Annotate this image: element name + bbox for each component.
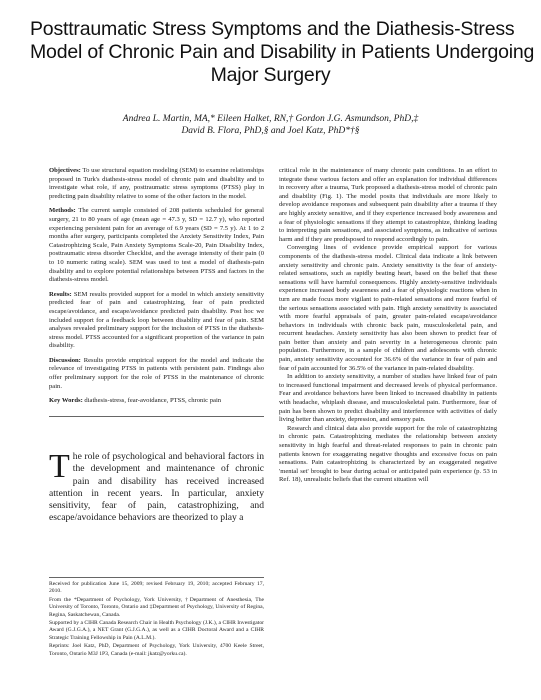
abstract-text: SEM results provided support for a model in which anxiety sensitivity predicted fear of pain and catastrophizing, fear of pain predicted escape/avoidance, and escape/avoidance predicted pain disability. Post hoc we included support for a feedback loop between disability and fear of pain. SEM analyses revealed preliminary support for the inclusion of PTSS in the diathesis-stress model. PTSS accounted for a significant proportion of the variance in pain disability. [49, 290, 264, 350]
body-paragraph: In addition to anxiety sensitivity, a number of studies have linked fear of pain to increased functional impairment and decreased levels of physical performance. Fear and avoidance behaviors have been linked to increased disability in patients with headache, whiplash disease, and musculoskeletal pain. Furthermore, fear of pain has been shown to predict disability and interference with activities of daily living better than anxiety, depression, and sensory pain. [279, 373, 497, 424]
title-line: Posttraumatic Stress Symptoms and the Diathesis-Stress [30, 18, 515, 40]
author-list [30, 113, 511, 137]
abstract-text: To use structural equation modeling (SEM) to examine relationships proposed in Turk's diathesis-stress model of chronic pain and disability and to investigate what role, if any, posttraumatic stress symptoms (PTSS) play in predicting pain disability relative to some of the other factors in the model. [49, 167, 264, 200]
abstract-label: Discussion: [49, 356, 81, 364]
footnote: Supported by a CIHR Canada Research Chair in Health Psychology (J.K.), a CIHR Investigator Award (G.J.G.A.), a NET Grant (G.J.G.A.), as well as a CIHR Doctoral Award and a CIHR Strategic Training Fellowship in Pain (A.L.M.). [49, 620, 264, 641]
title-line: Major Surgery [210, 64, 331, 86]
body-paragraph: Converging lines of evidence provide empirical support for various components of the diathesis-stress model. Clinical data indicate a link between anxiety sensitivity and chronic pain. Anxiety sensitivity is the fear of anxiety-related sensations, such as rapidly beating heart, based on the belief that these sensations will have harmful consequences. Highly anxiety-sensitive individuals experience increased body awareness and a fear of physiologic reactions when in turn are made focus more vigilant to pain-related sensations and more fearful of the serious sensations associated with pain. High anxiety sensitivity is associated with more fearful appraisals of pain, greater pain-related escape/avoidance behaviors in individuals with chronic back pain, musculoskeletal pain, and recurrent headaches. Anxiety sensitivity has also been shown to predict fear of pain better than anxiety and pain severity in a heterogeneous chronic pain population. Furthermore, in a sample of children and adolescents with chronic pain, anxiety sensitivity accounted for 36.6% of the variance in fear of pain and fear of pain accounted for 36.5% of the variance in pain-related disability. [279, 244, 497, 372]
abstract-label: Results: [49, 290, 72, 298]
abstract-text: diathesis-stress, fear-avoidance, PTSS, chronic pain [84, 397, 222, 405]
abstract-label: Key Words: [49, 397, 83, 405]
abstract-text: The current sample consisted of 208 patients scheduled for general surgery, 21 to 80 years of age (mean age = 47.3 y, SD = 12.7 y), who reported experiencing persistent pain for an average of 6.9 years (SD = 7.5 y). At 1 to 2 months after surgery, participants completed the Anxiety Sensitivity Index, Pain Catastrophizing Scale, Pain Anxiety Symptoms Scale-20, Pain Disability Index, posttraumatic stress disorder Checklist, and the average intensity of their pain (0 to 10 numeric rating scale). SEM was used to test a model of diathesis-pain disability and to explore potential relationships between PTSS and factors in the diathesis-stress model. [49, 207, 265, 284]
abstract-discussion [49, 357, 264, 391]
footnote: Reprints: Joel Katz, PhD, Department of Psychology, York University, 4700 Keele Street, Toronto, Ontario M3J 1P3, Canada (e-mail: jkatz@yorku.ca). [49, 643, 264, 657]
abstract-keywords [49, 397, 264, 406]
intro-text: he role of psychological and behavioral factors in the development and maintenance of chronic pain and disability has received increased attention in recent years. In particular, anxiety sensitivity, fear of pain, catastrophizing, and escape/avoidance behaviors are theorized to play a [49, 451, 264, 524]
left-column [49, 167, 264, 417]
abstract-text: Results provide empirical support for the model and indicate the relevance of investigating PTSS in patients with persistent pain. Findings also offer preliminary support for the role of PTSS in the maintenance of chronic pain. [49, 356, 264, 390]
title-line: Model of Chronic Pain and Disability in Patients Undergoing [30, 41, 535, 63]
abstract [49, 167, 264, 417]
footnotes [49, 577, 264, 659]
abstract-label: Objectives: [49, 167, 81, 174]
author-line: Andrea L. Martin, MA,* Eileen Halket, RN,† Gordon J.G. Asmundson, PhD,‡ [122, 114, 419, 124]
abstract-results [49, 291, 264, 351]
abstract-label: Methods: [49, 207, 76, 215]
drop-cap: T [49, 448, 70, 485]
introduction [49, 448, 264, 525]
body-paragraph: critical role in the maintenance of many chronic pain conditions. In an effort to integrate these various factors and offer an explanation for individual differences in recovery after a trauma, Turk proposed a diathesis-stress model of chronic pain and disability (Fig. 1). The model posits that individuals are more likely to develop avoidance responses and subsequent pain disability after a trauma if they are highly anxiety sensitive, and if they experience increased body awareness and a fear of physiologic sensations if they attempt to catastrophize, thinking leading to interpreting pain sensations, and associated symptoms, as indicative of serious harm and if they are predisposed to respond accordingly to pain. [279, 167, 497, 243]
paper-title [30, 18, 535, 87]
author-line: David B. Flora, PhD,§ and Joel Katz, PhD*†§ [181, 126, 360, 136]
footnote: From the *Department of Psychology, York University, †Department of Anesthesia, The University of Toronto, Toronto, Ontario and ‡Department of Psychology, University of Regina, Regina, Saskatchewan, Canada. [49, 596, 264, 618]
abstract-objectives [49, 167, 264, 201]
footnote: Received for publication June 15, 2009; revised February 19, 2010; accepted February 17, 2010. [49, 581, 264, 595]
abstract-methods [49, 207, 264, 284]
body-paragraph: Research and clinical data also provide support for the role of catastrophizing in chronic pain. Catastrophizing mediates the relationship between anxiety sensitivity in high fearful and threat-related responses to pain in chronic pain patients known for exaggerating negative thoughts and excessive focus on pain sensations. Pain catastrophizing is characterized by an exaggerated negative 'mental set' brought to bear during actual or anticipated pain experience (p. 53 in Ref. 18), unrealistic beliefs that the current situation will [279, 424, 497, 484]
right-column [279, 167, 497, 485]
